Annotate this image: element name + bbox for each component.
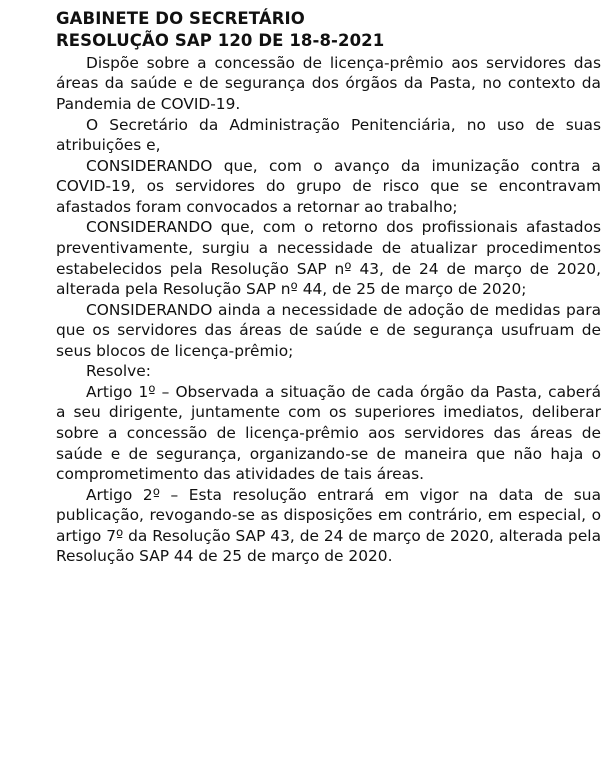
paragraph-resolve: Resolve: (86, 362, 151, 381)
paragraph-article-2: Artigo 2º – Esta resolução entrará em vigor na data de sua publicação, revogando-se as disposições em contrário, em especial, o artigo 7º da Resolução SAP 43, de 24 de março de 2020, alterada pela Resolução SAP 44 de 25 de março de 2020. (56, 485, 601, 566)
paragraph-considerando-1: CONSIDERANDO que, com o avanço da imunização contra a COVID-19, os servidores do grupo de risco que se encontravam afastados foram convocados a retornar ao trabalho; (56, 156, 601, 216)
heading-line-resolution: RESOLUÇÃO SAP 120 DE 18-8-2021 (56, 30, 385, 50)
paragraph-article-1: Artigo 1º – Observada a situação de cada órgão da Pasta, caberá a seu dirigente, juntamente com os superiores imediatos, deliberar sobre a concessão de licença-prêmio aos servidores das áreas de saúde e de segurança, organizando-se de maneira que não haja o comprometimento das atividades de tais áreas. (56, 382, 601, 484)
document-heading (56, 8, 601, 52)
paragraph-considerando-2: CONSIDERANDO que, com o retorno dos profissionais afastados preventivamente, surgiu a necessidade de atualizar procedimentos estabelecidos pela Resolução SAP nº 43, de 24 de março de 2020, alterada pela Resolução SAP nº 44, de 25 de março de 2020; (56, 218, 601, 299)
paragraph-considerando-3: CONSIDERANDO ainda a necessidade de adoção de medidas para que os servidores das áreas de saúde e de segurança usufruam de seus blocos de licença-prêmio; (56, 300, 601, 360)
document-body (56, 53, 601, 567)
paragraph-authority: O Secretário da Administração Penitenciária, no uso de suas atribuições e, (56, 115, 601, 155)
heading-line-organ: GABINETE DO SECRETÁRIO (56, 9, 305, 28)
paragraph-summary: Dispõe sobre a concessão de licença-prêmio aos servidores das áreas da saúde e de segurança dos órgãos da Pasta, no contexto da Pandemia de COVID-19. (56, 53, 601, 113)
